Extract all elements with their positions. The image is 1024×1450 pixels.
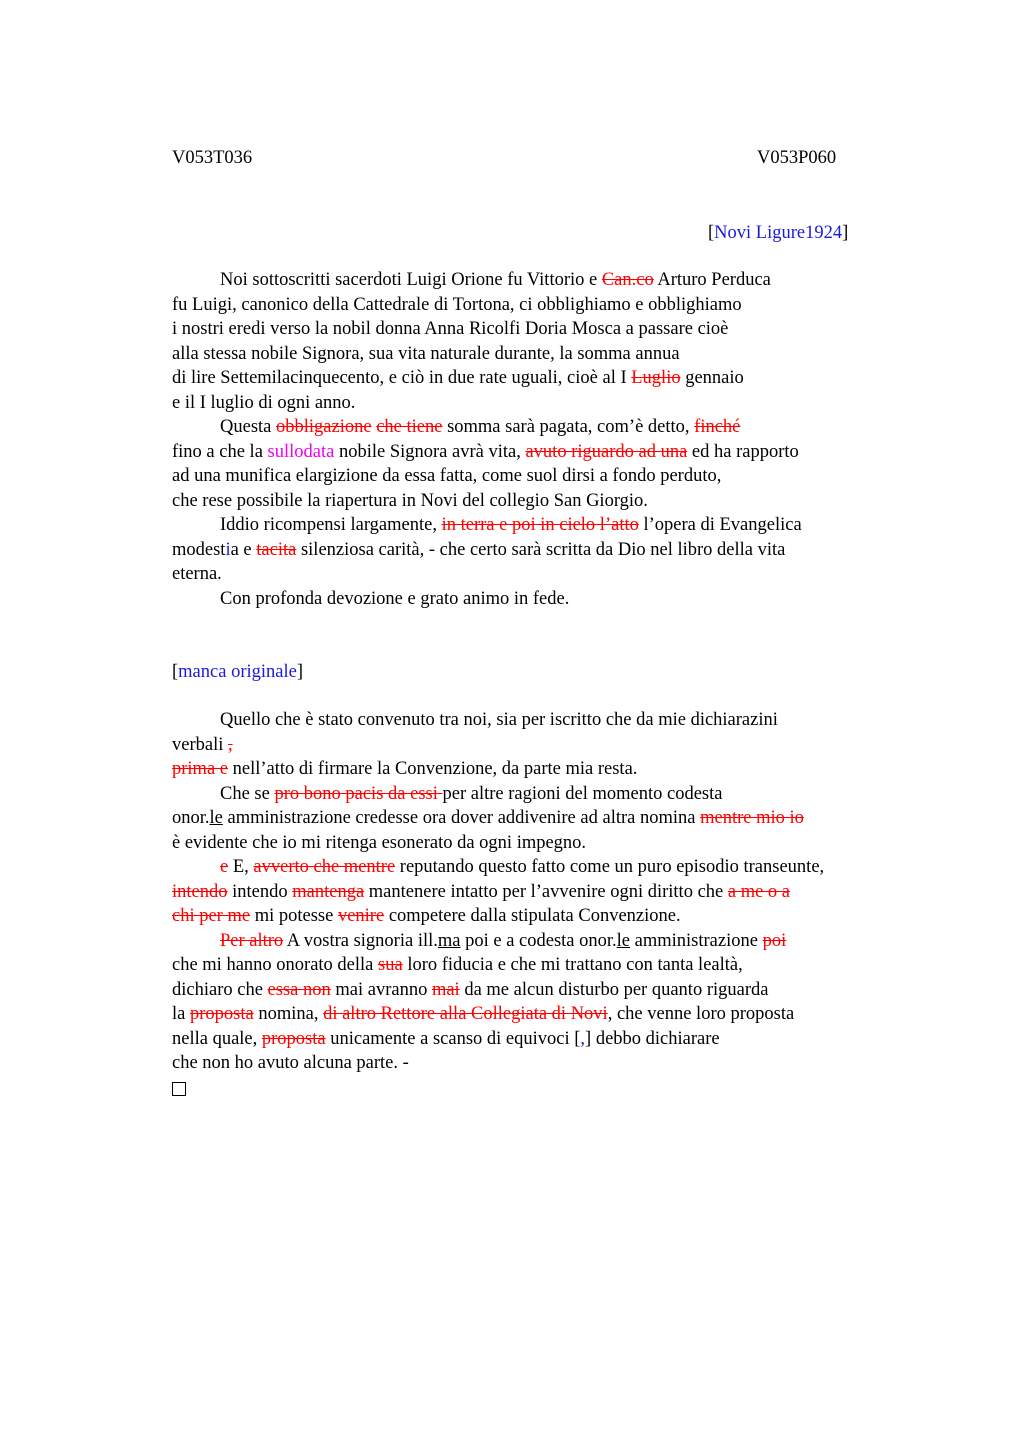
text-line [172, 587, 912, 612]
text-segment: reputando questo fatto come un puro episodio transeunte, [395, 857, 825, 877]
text-segment: fino a che la [172, 441, 268, 462]
text-segment: modest [172, 539, 226, 560]
deleted-text: chi per me [172, 906, 251, 926]
text-line [172, 293, 912, 318]
text-line [172, 929, 912, 954]
text-line [172, 708, 912, 733]
deleted-text: finché [694, 417, 741, 437]
deleted-text: in terra e poi in cielo l’atto [441, 515, 639, 535]
text-segment: che non ho avuto alcuna parte. - [172, 1053, 409, 1073]
text-segment: silenziosa carità, - che certo sarà scritta da Dio nel libro della vita [296, 539, 786, 560]
editorial-insertion: , [580, 1028, 586, 1049]
text-segment: unicamente a scanso di equivoci [ [325, 1028, 581, 1049]
text-line [172, 855, 912, 880]
text-segment: mai avranno [330, 979, 432, 1000]
text-line [172, 415, 912, 440]
text-segment: Quello che è stato convenuto tra noi, sia per iscritto che da mie dichiarazini [220, 710, 778, 730]
place-date-text: Novi Ligure1924 [714, 223, 843, 243]
text-segment: amministrazione [630, 930, 763, 951]
text-segment: nomina, [253, 1004, 324, 1024]
text-segment: onor. [172, 808, 210, 828]
text-line [172, 806, 912, 831]
text-segment: intendo [227, 881, 293, 902]
text-segment: e il I luglio di ogni anno. [172, 392, 356, 413]
obligation-text [172, 268, 912, 611]
text-segment: verbali [172, 734, 228, 755]
deleted-text: avuto riguardo ad una [525, 441, 688, 462]
text-segment: mi potesse [250, 906, 338, 926]
deleted-text: intendo [172, 881, 228, 902]
text-segment: Iddio ricompensi largamente, [220, 515, 442, 535]
deleted-text: sua [378, 955, 403, 975]
text-segment: A vostra signoria ill. [283, 930, 438, 951]
text-line [172, 757, 912, 782]
text-segment: poi e a codesta onor. [460, 930, 617, 951]
text-segment: nella quale, [172, 1028, 262, 1049]
text-line [172, 268, 912, 293]
text-segment: , che venne loro proposta [607, 1004, 795, 1024]
text-line [172, 1051, 912, 1076]
text-segment: dichiaro che [172, 979, 268, 1000]
text-line [172, 733, 912, 758]
deleted-text: venire [337, 906, 385, 926]
deleted-text: proposta [189, 1004, 254, 1024]
deleted-text: e [220, 857, 229, 877]
text-segment: la [172, 1004, 190, 1024]
text-segment: eterna. [172, 564, 222, 584]
text-line [172, 513, 912, 538]
missing-original-text: manca originale [178, 662, 297, 682]
deleted-text: prima e [172, 759, 228, 779]
text-segment: Che se [220, 783, 275, 804]
editorial-insertion: i [225, 539, 231, 560]
deleted-text: mantenga [292, 881, 365, 902]
text-segment: gennaio [680, 368, 744, 388]
document-code-right: V053P060 [757, 148, 837, 168]
deleted-text: mentre mio io [700, 808, 804, 828]
deleted-text: che tiene [376, 417, 443, 437]
text-line [172, 953, 912, 978]
text-segment: mantenere intatto per l’avvenire ogni diritto che [364, 881, 728, 902]
place-date-note [708, 222, 848, 244]
deleted-text: Luglio [631, 368, 681, 388]
text-line [172, 489, 912, 514]
text-line [172, 1002, 912, 1027]
text-segment: amministrazione credesse ora dover addivenire ad altra nomina [222, 808, 701, 828]
text-segment: Arturo Perduca [653, 270, 771, 290]
bracket-open: [ [172, 662, 179, 682]
text-segment: per altre ragioni del momento codesta [442, 783, 723, 804]
text-segment: Questa [220, 417, 276, 437]
text-segment: è evidente che io mi ritenga esonerato da ogni impegno. [172, 832, 587, 853]
declaration-text [172, 708, 912, 1100]
text-line [172, 391, 912, 416]
underlined-abbreviation: le [616, 930, 631, 951]
text-line [172, 342, 912, 367]
deleted-text: poi [762, 930, 787, 951]
text-segment: l’opera di Evangelica [638, 515, 802, 535]
deleted-text: obbligazione [276, 417, 372, 437]
deleted-text: Can.co [601, 270, 654, 290]
missing-original-note [172, 661, 303, 683]
bracket-open: [ [708, 223, 715, 243]
text-line [172, 978, 912, 1003]
text-line [172, 562, 912, 587]
text-segment: a e [230, 539, 257, 560]
deleted-text: Per altro [220, 930, 284, 951]
text-segment: fu Luigi, canonico della Cattedrale di Tortona, ci obblighiamo e obblighiamo [172, 294, 742, 315]
text-line [172, 831, 912, 856]
text-segment: ad una munifica elargizione da essa fatta, come suol dirsi a fondo perduto, [172, 466, 722, 486]
deleted-text: proposta [261, 1028, 326, 1049]
highlighted-text: sullodata [267, 441, 335, 462]
deleted-text: mai [431, 979, 460, 1000]
empty-checkbox-icon [172, 1082, 186, 1096]
text-segment: da me alcun disturbo per quanto riguarda [459, 979, 769, 1000]
text-line [172, 440, 912, 465]
deleted-text: avverto che mentre [253, 857, 396, 877]
text-segment: nell’atto di firmare la Convenzione, da parte mia resta. [228, 759, 638, 779]
text-segment: Con profonda devozione e grato animo in fede. [220, 588, 570, 609]
text-segment: alla stessa nobile Signora, sua vita naturale durante, la somma annua [172, 343, 680, 364]
bracket-close: ] [842, 223, 849, 243]
text-segment: i nostri eredi verso la nobil donna Anna Ricolfi Doria Mosca a passare cioè [172, 319, 729, 339]
deleted-text: a me o a [727, 881, 791, 902]
text-line [172, 1076, 912, 1101]
text-segment: competere dalla stipulata Convenzione. [384, 906, 681, 926]
deleted-text: tacita [256, 539, 297, 560]
underlined-abbreviation: ma [437, 930, 461, 951]
text-segment: Noi sottoscritti sacerdoti Luigi Orione fu Vittorio e [220, 270, 602, 290]
text-segment: ed ha rapporto [687, 441, 799, 462]
text-line [172, 904, 912, 929]
deleted-text: di altro Rettore alla Collegiata di Novi [323, 1004, 608, 1024]
deleted-text: , [228, 734, 233, 755]
text-line [172, 464, 912, 489]
underlined-abbreviation: le [209, 808, 223, 828]
text-segment: che mi hanno onorato della [172, 955, 379, 975]
text-segment: somma sarà pagata, com’è detto, [442, 417, 695, 437]
bracket-close: ] [296, 662, 303, 682]
text-segment: di lire Settemilacinquecento, e ciò in due rate uguali, cioè al I [172, 368, 632, 388]
text-line [172, 782, 912, 807]
text-segment: loro fiducia e che mi trattano con tanta lealtà, [402, 955, 743, 975]
deleted-text: pro bono pacis da essi [274, 783, 443, 804]
text-segment: che rese possibile la riapertura in Novi del collegio San Giorgio. [172, 490, 648, 511]
text-segment: nobile Signora avrà vita, [334, 441, 526, 462]
text-line [172, 880, 912, 905]
text-segment: ] debbo dichiarare [585, 1028, 720, 1049]
text-line [172, 538, 912, 563]
text-segment: E, [228, 857, 254, 877]
deleted-text: essa non [267, 979, 331, 1000]
text-line [172, 317, 912, 342]
text-line [172, 366, 912, 391]
document-code-left: V053T036 [172, 148, 253, 168]
text-line [172, 1027, 912, 1052]
